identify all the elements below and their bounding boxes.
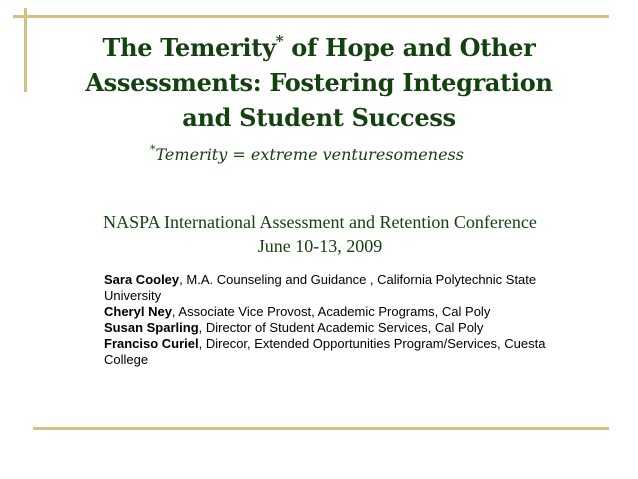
presenter-name: Susan Sparling: [104, 320, 199, 335]
presenter-item: [104, 336, 574, 368]
presenter-name: Sara Cooley: [104, 272, 180, 287]
title-line-1: [30, 30, 608, 65]
presenter-item: [104, 320, 574, 336]
conference-name: NASPA International Assessment and Retention Conference: [103, 212, 537, 232]
decorative-vertical-rule: [24, 8, 27, 92]
presenter-item: [104, 304, 574, 320]
presenter-list: [104, 272, 574, 368]
slide-title: [30, 30, 608, 135]
conference-info: [40, 210, 600, 258]
footnote-text: Temerity = extreme venturesomeness: [155, 145, 464, 164]
decorative-top-rule: [13, 15, 609, 18]
presenter-details: , Director of Student Academic Services, Cal Poly: [198, 320, 484, 335]
decorative-bottom-rule: [33, 427, 609, 430]
footnote: [150, 143, 510, 167]
footnote-mark: *: [150, 143, 156, 156]
title-line-3: and Student Success: [182, 103, 456, 132]
title-line-1-start: The Temerity: [102, 33, 276, 62]
title-line-1-end: of Hope and Other: [283, 33, 536, 62]
title-line-2: Assessments: Fostering Integration: [85, 68, 553, 97]
presenter-item: [104, 272, 574, 304]
presenter-details: , Direcor, Extended Opportunities Program/Services, Cuesta College: [104, 336, 546, 367]
presenter-name: Franciso Curiel: [104, 336, 199, 351]
presenter-details: , M.A. Counseling and Guidance , California Polytechnic State University: [104, 272, 537, 303]
title-asterisk: *: [275, 32, 284, 50]
conference-dates: June 10-13, 2009: [257, 236, 383, 256]
presenter-details: , Associate Vice Provost, Academic Programs, Cal Poly: [171, 304, 491, 319]
presenter-name: Cheryl Ney: [104, 304, 172, 319]
